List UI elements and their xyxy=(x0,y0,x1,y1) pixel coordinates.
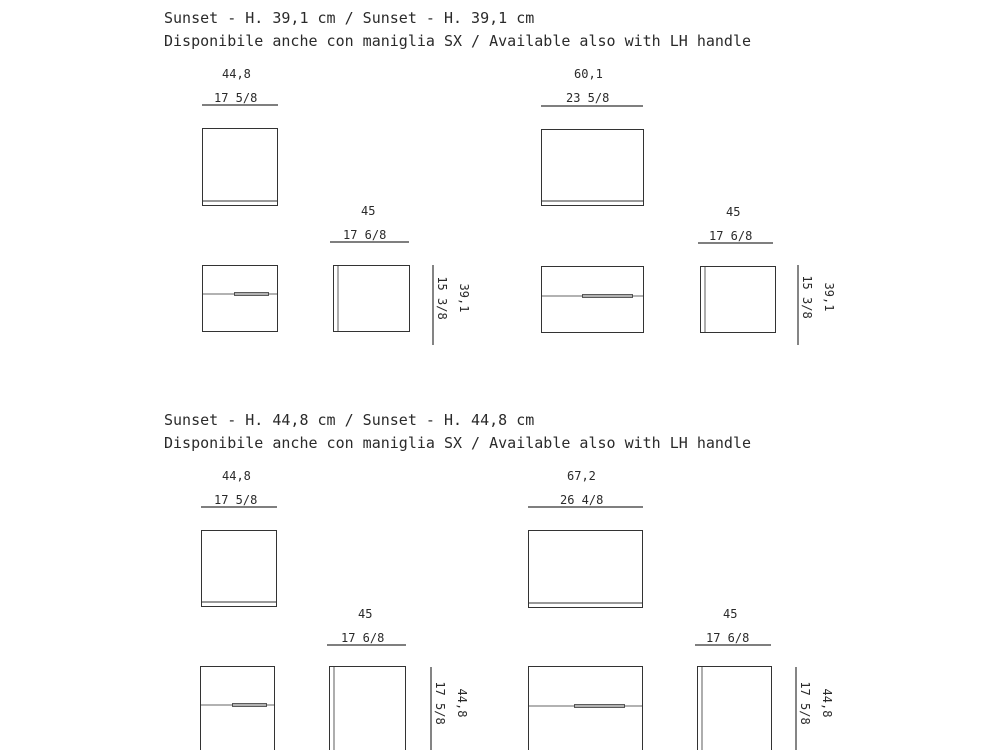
wide-height-cm-2: 44,8 xyxy=(820,688,834,718)
narrow-top-width-cm-2: 44,8 xyxy=(222,469,251,483)
front-view xyxy=(203,266,278,332)
wide-top-width-in: 23 5/8 xyxy=(566,91,610,105)
narrow-unit-drawings-2 xyxy=(200,507,431,750)
top-view xyxy=(203,129,278,206)
narrow-side-depth-cm: 45 xyxy=(361,204,376,218)
top-view xyxy=(542,130,644,206)
section-2-title: Sunset - H. 44,8 cm / Sunset - H. 44,8 cm xyxy=(164,411,535,429)
front-view xyxy=(201,667,275,750)
wide-height-in-2: 17 5/8 xyxy=(798,681,812,725)
wide-top-width-in-2: 26 4/8 xyxy=(560,493,604,507)
top-view xyxy=(529,531,643,608)
narrow-side-depth-in-2: 17 6/8 xyxy=(341,631,385,645)
side-view xyxy=(698,667,772,750)
section-1-title: Sunset - H. 39,1 cm / Sunset - H. 39,1 cm xyxy=(164,9,535,27)
wide-unit-drawings-1 xyxy=(541,106,798,345)
wide-side-depth-in: 17 6/8 xyxy=(709,229,753,243)
wide-side-depth-cm: 45 xyxy=(726,205,741,219)
wide-height-cm: 39,1 xyxy=(822,282,836,312)
narrow-height-cm: 39,1 xyxy=(457,283,471,313)
wide-unit-drawings-2 xyxy=(528,507,796,750)
narrow-side-depth-in: 17 6/8 xyxy=(343,228,387,242)
side-view xyxy=(330,667,406,750)
narrow-height-in-2: 17 5/8 xyxy=(433,681,447,725)
narrow-height-cm-2: 44,8 xyxy=(455,688,469,718)
side-view xyxy=(701,267,776,333)
section-2-subtitle: Disponibile anche con maniglia SX / Available also with LH handle xyxy=(164,434,751,452)
section-1-subtitle: Disponibile anche con maniglia SX / Available also with LH handle xyxy=(164,32,751,50)
narrow-top-width-in-2: 17 5/8 xyxy=(214,493,258,507)
narrow-unit-drawings-1 xyxy=(202,105,433,345)
wide-side-depth-cm-2: 45 xyxy=(723,607,738,621)
front-view xyxy=(529,667,643,750)
top-view xyxy=(202,531,277,607)
wide-side-depth-in-2: 17 6/8 xyxy=(706,631,750,645)
wide-top-width-cm-2: 67,2 xyxy=(567,469,596,483)
side-view xyxy=(334,266,410,332)
front-view xyxy=(542,267,644,333)
narrow-top-width-cm: 44,8 xyxy=(222,67,251,81)
wide-top-width-cm: 60,1 xyxy=(574,67,603,81)
narrow-height-in: 15 3/8 xyxy=(435,276,449,320)
narrow-top-width-in: 17 5/8 xyxy=(214,91,258,105)
wide-height-in: 15 3/8 xyxy=(800,275,814,319)
narrow-side-depth-cm-2: 45 xyxy=(358,607,373,621)
